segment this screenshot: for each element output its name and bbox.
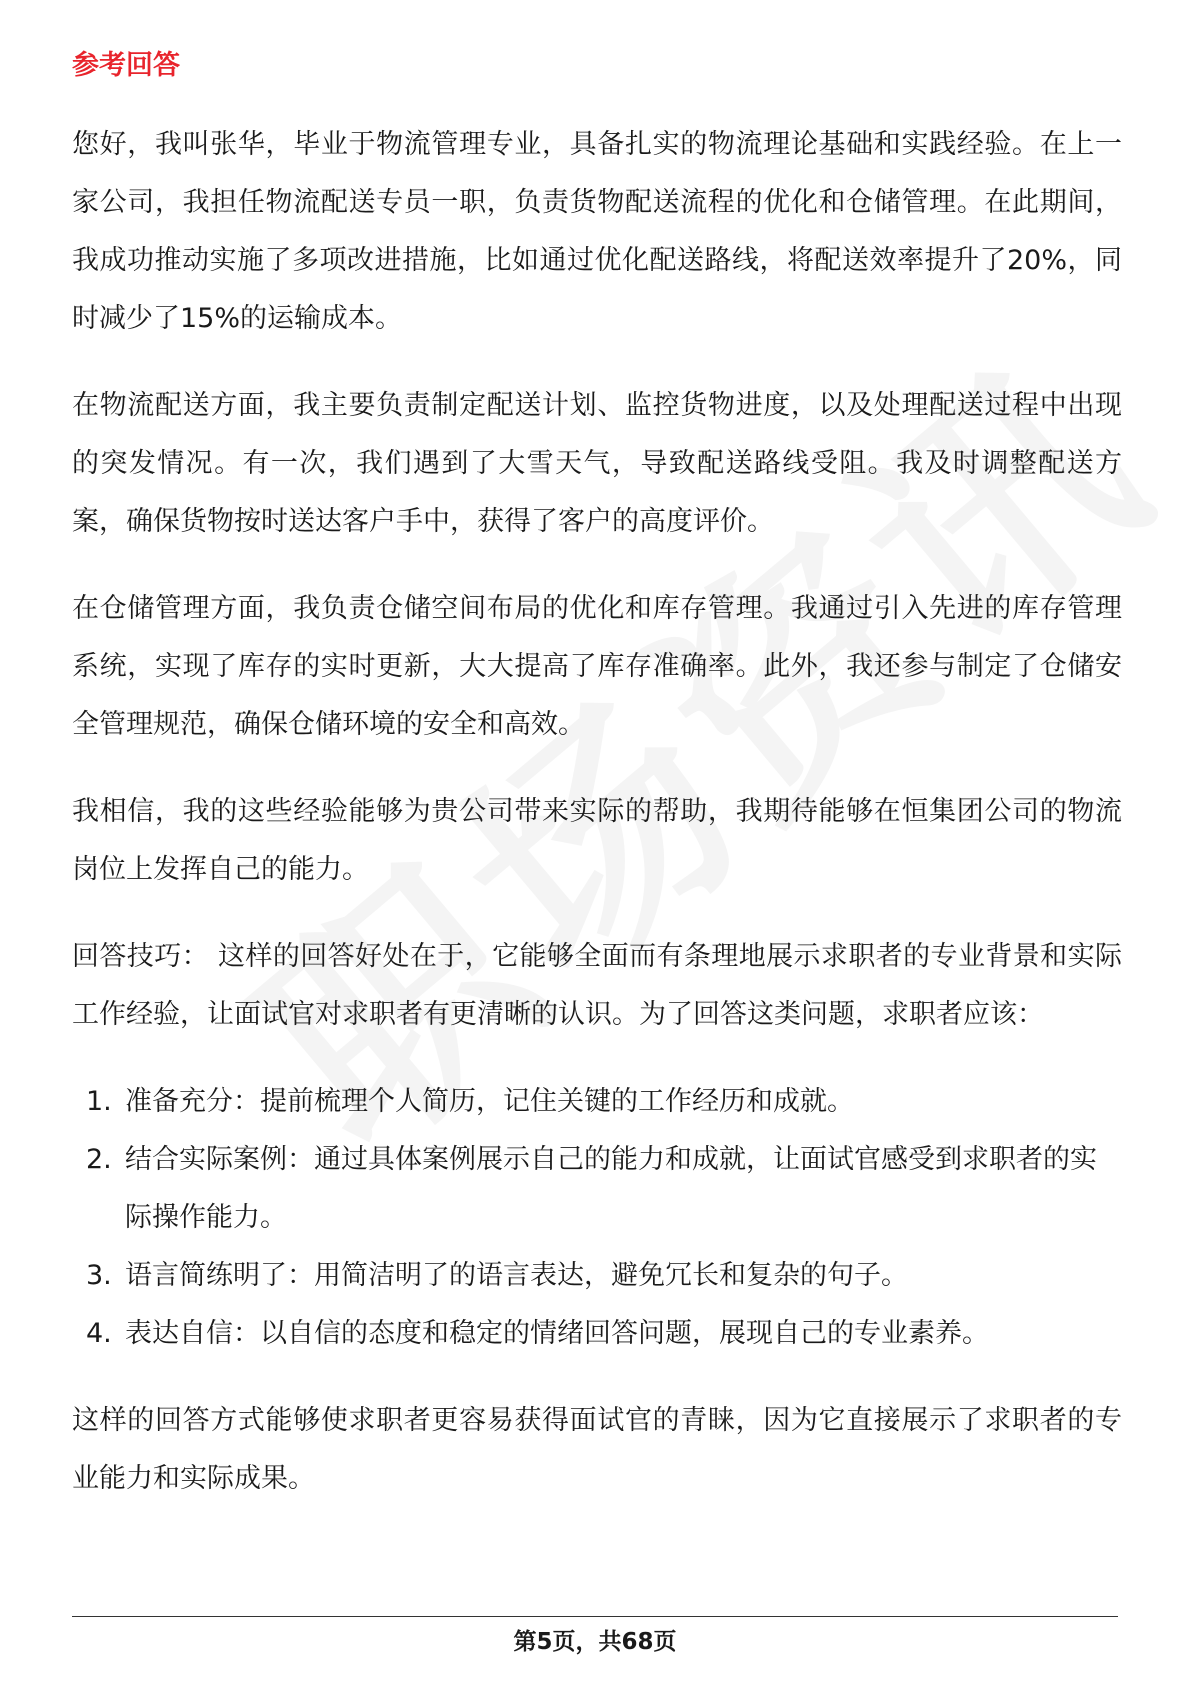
intro-paragraph: 您好，我叫张华，毕业于物流管理专业，具备扎实的物流理论基础和实践经验。在上一家公司，我担任物流配送专员一职，负责货物配送流程的优化和仓储管理。在此期间，我成功推动实施了多项改进措施，比如通过优化配送路线，将配送效率提升了20%，同时减少了15%的运输成本。 <box>72 129 1122 334</box>
warehouse-paragraph: 在仓储管理方面，我负责仓储空间布局的优化和库存管理。我通过引入先进的库存管理系统，实现了库存的实时更新，大大提高了库存准确率。此外，我还参与制定了仓储安全管理规范，确保仓储环境的安全和高效。 <box>72 593 1122 740</box>
list-item <box>72 1305 1122 1363</box>
page-number: 第5页，共68页 <box>513 1629 677 1655</box>
conclusion-paragraph: 我相信，我的这些经验能够为贵公司带来实际的帮助，我期待能够在恒集团公司的物流岗位上发挥自己的能力。 <box>72 796 1122 885</box>
footer-divider <box>72 1616 1118 1617</box>
answer-body <box>72 116 1122 1537</box>
list-item <box>72 1073 1122 1131</box>
list-item-text: 表达自信：以自信的态度和稳定的情绪回答问题，展现自己的专业素养。 <box>125 1318 989 1349</box>
tips-list <box>72 1073 1122 1363</box>
list-number: 3. <box>86 1260 112 1291</box>
list-item <box>72 1247 1122 1305</box>
list-item-text: 结合实际案例：通过具体案例展示自己的能力和成就，让面试官感受到求职者的实际操作能力。 <box>125 1144 1097 1233</box>
list-item <box>72 1131 1122 1247</box>
list-item-text: 准备充分：提前梳理个人简历，记住关键的工作经历和成就。 <box>125 1086 854 1117</box>
section-heading: 参考回答 <box>72 50 180 81</box>
list-number: 2. <box>86 1144 112 1175</box>
list-item-text: 语言简练明了：用简洁明了的语言表达，避免冗长和复杂的句子。 <box>125 1260 908 1291</box>
tips-intro-paragraph: 回答技巧： 这样的回答好处在于，它能够全面而有条理地展示求职者的专业背景和实际工作经验，让面试官对求职者有更清晰的认识。为了回答这类问题，求职者应该： <box>72 941 1122 1030</box>
delivery-paragraph: 在物流配送方面，我主要负责制定配送计划、监控货物进度，以及处理配送过程中出现的突发情况。有一次，我们遇到了大雪天气，导致配送路线受阻。我及时调整配送方案，确保货物按时送达客户手中，获得了客户的高度评价。 <box>72 390 1122 537</box>
list-number: 4. <box>86 1318 112 1349</box>
list-number: 1. <box>86 1086 112 1117</box>
closing-paragraph: 这样的回答方式能够使求职者更容易获得面试官的青睐，因为它直接展示了求职者的专业能力和实际成果。 <box>72 1405 1122 1494</box>
